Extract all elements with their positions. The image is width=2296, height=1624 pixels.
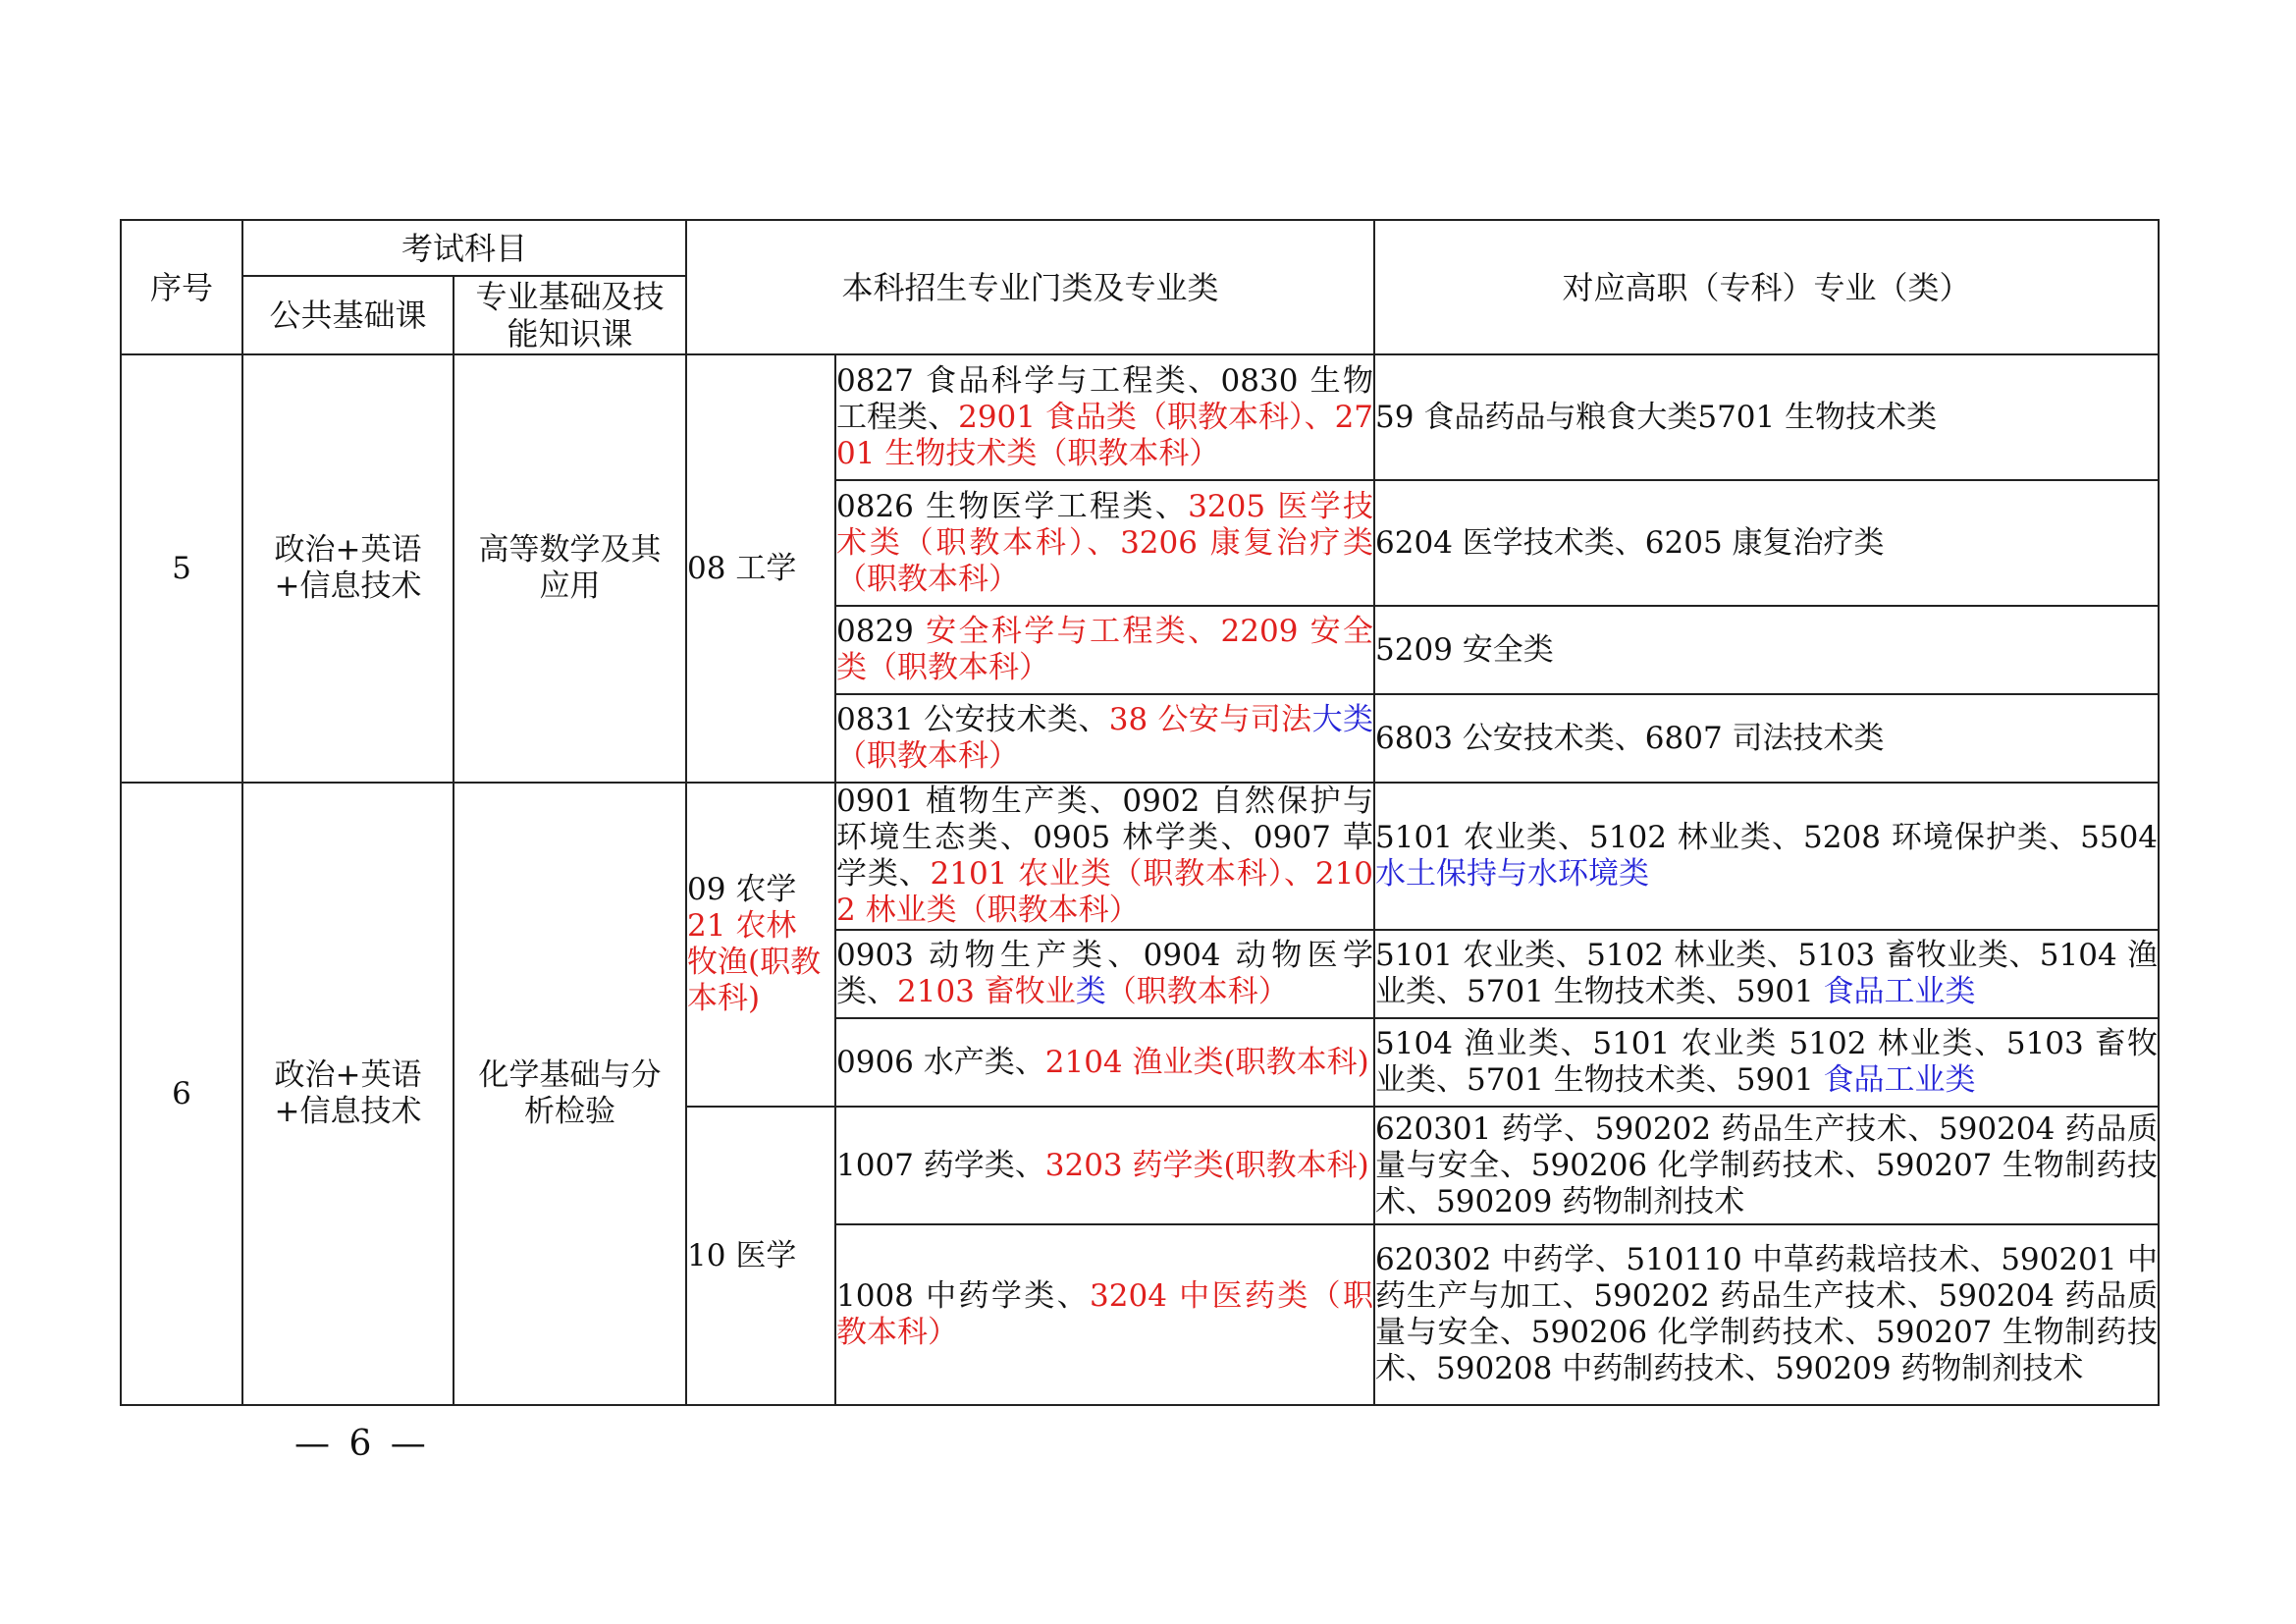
vocational-major-cell	[1374, 480, 2159, 606]
undergrad-major-cell	[835, 783, 1374, 930]
undergrad-major-cell	[835, 1018, 1374, 1107]
highlight-text-red: 2901 食品类（职教本科）、2701 生物技术类（职教本科）	[836, 399, 1374, 471]
vocational-major-cell	[1374, 1107, 2159, 1224]
highlight-text-blue: 水土保持与水环境类	[1375, 856, 1650, 892]
cell-text: 0831 公安技术类、	[836, 702, 1109, 737]
header-seq: 序号	[121, 220, 242, 354]
cell-text: 620301 药学、590202 药品生产技术、590204 药品质量与安全、590206 化学制药技术、590207 生物制药技术、590209 药物制剂技术	[1375, 1110, 2159, 1219]
highlight-text-blue: 食品工业类	[1823, 1062, 1976, 1098]
cell-text: 620302 中药学、510110 中草药栽培技术、590201 中药生产与加工、590202 药品生产技术、590204 药品质量与安全、590206 化学制药技术、590207 生物制药技术、590208 中药制药技术、590209 药物制剂技术	[1375, 1242, 2159, 1386]
highlight-text-red: （职教本科）	[1105, 974, 1289, 1009]
vocational-major-cell	[1374, 606, 2159, 694]
undergrad-major-cell	[835, 930, 1374, 1018]
category-cell	[686, 354, 835, 783]
highlight-text-red: 38 公安与司法	[1108, 702, 1312, 737]
undergrad-major-cell	[835, 606, 1374, 694]
cell-text: 59 食品药品与粮食大类	[1375, 399, 1698, 435]
professional-course-cell: 化学基础与分析检验	[454, 783, 686, 1405]
highlight-text-red: 3204 中医药类（职教本科）	[836, 1278, 1374, 1350]
cell-text: 0906 水产类、	[836, 1044, 1045, 1080]
table-row	[121, 783, 2159, 930]
cell-text: 0829	[836, 614, 927, 649]
category-name: 10 医学	[687, 1237, 797, 1273]
cell-text: 5209 安全类	[1375, 631, 1554, 668]
header-public-course: 公共基础课	[242, 276, 454, 354]
highlight-text-red: 安全科学与工程类、2209 安全类（职教本科）	[836, 614, 1374, 685]
category-cell	[686, 783, 835, 1107]
header-undergrad-majors: 本科招生专业门类及专业类	[686, 220, 1374, 354]
vocational-major-cell	[1374, 783, 2159, 930]
vocational-major-cell	[1374, 930, 2159, 1018]
cell-text: 5104 渔业类、5101 农业类 5102 林业类、5103 畜牧业类、5701 生物技术类、5901	[1375, 1026, 2159, 1098]
cell-text: 1008 中药学类、	[836, 1278, 1091, 1314]
undergrad-major-cell	[835, 1107, 1374, 1224]
highlight-text-red: 2101 农业类（职教本科）、2102 林业类（职教本科）	[836, 856, 1374, 928]
vocational-major-cell	[1374, 354, 2159, 480]
cell-text: 0903 动物生产类、0904 动物医学类、	[836, 938, 1374, 1009]
category-name: 09 农学	[687, 872, 797, 907]
cell-text: 1007 药学类、	[836, 1147, 1045, 1183]
cell-text: 5701 生物技术类	[1697, 399, 1938, 435]
seq-cell: 6	[121, 783, 242, 1405]
cell-text: 0826 生物医学工程类、	[836, 488, 1189, 524]
table-body	[121, 354, 2159, 1405]
undergrad-major-cell	[835, 694, 1374, 783]
seq-cell: 5	[121, 354, 242, 783]
highlight-text-blue: 类	[1075, 974, 1106, 1009]
header-professional-course: 专业基础及技能知识课	[454, 276, 686, 354]
highlight-text-blue: 大类	[1311, 702, 1374, 737]
category-cell	[686, 1107, 835, 1405]
category-name: 08 工学	[687, 550, 797, 586]
cell-text: 0827 食品科学与工程类、0830 生物工程类、	[836, 362, 1374, 435]
highlight-text-red: （职教本科）	[836, 738, 1020, 774]
table-row	[121, 354, 2159, 480]
highlight-text-red: 3203 药学类(职教本科)	[1044, 1147, 1369, 1183]
page-number: — 6 —	[294, 1424, 430, 1464]
cell-text: 0901 植物生产类、0902 自然保护与环境生态类、0905 林学类、0907 草学类、	[836, 784, 1374, 892]
highlight-text-blue: 食品工业类	[1823, 974, 1976, 1009]
undergrad-major-cell	[835, 1224, 1374, 1405]
undergrad-major-cell	[835, 354, 1374, 480]
professional-course-cell: 高等数学及其应用	[454, 354, 686, 783]
public-course-cell: 政治+英语+信息技术	[242, 354, 454, 783]
cell-text: 5101 农业类、5102 林业类、5208 环境保护类、5504	[1375, 820, 2159, 855]
category-name-vocational: 21 农林牧渔(职教本科)	[687, 908, 822, 1016]
undergrad-major-cell	[835, 480, 1374, 606]
highlight-text-red: 2103 畜牧业	[897, 974, 1076, 1009]
cell-text: 5101 农业类、5102 林业类、5103 畜牧业类、5104 渔业类、5701 生物技术类、5901	[1375, 938, 2159, 1009]
vocational-major-cell	[1374, 1018, 2159, 1107]
header-exam-subjects: 考试科目	[242, 220, 686, 276]
vocational-major-cell	[1374, 1224, 2159, 1405]
header-vocational-majors: 对应高职（专科）专业（类）	[1374, 220, 2159, 354]
admission-table	[120, 219, 2160, 1406]
highlight-text-red: 2104 渔业类(职教本科)	[1044, 1044, 1369, 1080]
vocational-major-cell	[1374, 694, 2159, 783]
public-course-cell: 政治+英语+信息技术	[242, 783, 454, 1405]
cell-text: 6204 医学技术类、6205 康复治疗类	[1375, 524, 1885, 561]
highlight-text-red: 3205 医学技术类（职教本科）、3206 康复治疗类（职教本科）	[836, 488, 1374, 597]
cell-text: 6803 公安技术类、6807 司法技术类	[1375, 720, 1885, 756]
